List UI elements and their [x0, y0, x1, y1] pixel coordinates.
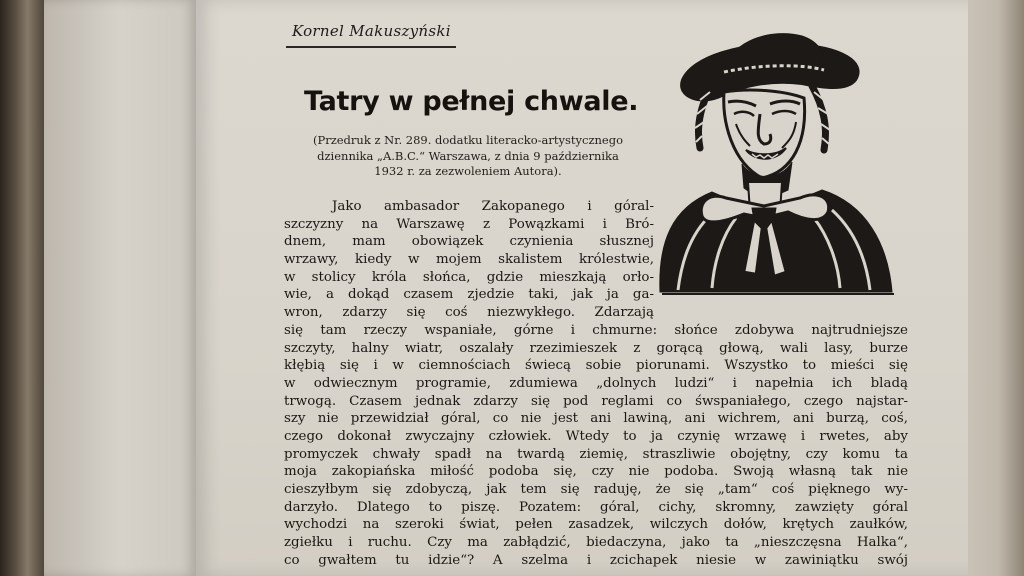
body-line: w stolicy króla słońca, gdzie mieszkają orło- [284, 269, 654, 285]
author-name: Kornel Makuszyński [292, 22, 451, 40]
body-line: promyczek chwały spadł na twardą ziemię, straszliwie obojętny, czy komu ta [284, 446, 908, 462]
author-header [286, 18, 456, 48]
reprint-note [283, 133, 653, 180]
highlander-portrait-icon [652, 22, 904, 298]
body-line: szczyty, halny wiatr, oszalały rzezimieszek z gorącą głową, wali lasy, burze [284, 340, 908, 356]
body-line: wrzawy, kiedy w mojem skalistem królestwie, [284, 252, 654, 268]
body-line: czego dokonał zwyczajny człowiek. Wtedy to ja czynię wrzawę i rwetes, aby [284, 428, 908, 444]
body-line: wychodzi na szeroki świat, pełen zasadzek, wilczych dołów, krętych zaułków, [284, 517, 908, 533]
body-line: kłębią się i w ciemnościach świecą sobie piorunami. Wszystko to mieści się [284, 358, 908, 374]
reprint-note-line: dziennika „A.B.C.“ Warszawa, z dnia 9 października [317, 148, 619, 163]
body-line: darzyło. Dlatego to piszę. Pozatem: góral, cichy, skromny, zawzięty góral [284, 499, 908, 515]
body-line: Jako ambasador Zakopanego i góral- [332, 199, 654, 214]
reprint-note-line: (Przedruk z Nr. 289. dodatku literacko-artystycznego [312, 133, 624, 147]
body-line: moja zakopiańska miłość podoba się, czy nie podoba. Swoją własną tak nie [284, 464, 908, 480]
body-line: dnem, mam obowiązek czynienia słusznej [284, 234, 654, 250]
body-line: co gwałtem tu idzie“? A szelma i zcichapek niesie w zawiniątku swój [284, 552, 908, 568]
body-line: trwogą. Czasem jednak zdarzy się pod reglami co śwspaniałego, czego najstar- [284, 393, 908, 409]
body-line: cieszyłbym się zdobyczą, jak tem się raduję, że się „tam“ coś pięknego wy- [284, 482, 908, 497]
article-title: Tatry w pełnej chwale. [304, 86, 639, 117]
body-line: się tam rzeczy wspaniałe, górne i chmurne: słońce zdobywa najtrudniejsze [284, 322, 908, 338]
book-binding [0, 0, 46, 576]
body-line: zgiełku i ruchu. Czy ma zabłądzić, biedaczyna, jako ta „nieszczęsna Halka“, [284, 535, 908, 551]
right-page-edge [968, 0, 1024, 576]
body-line: szczyzny na Warszawę z Powązkami i Bró- [284, 216, 654, 232]
left-page-edge [44, 0, 196, 576]
body-line: wron, zdarzy się coś niezwykłego. Zdarzają [284, 305, 654, 321]
reprint-note-line: 1932 r. za zezwoleniem Autora). [374, 164, 562, 178]
body-line: w odwiecznym programie, zdumiewa „dolnych ludzi“ i napełnia ich bladą [284, 375, 908, 391]
body-line: szy nie przewidział góral, co nie jest ani lawiną, ani wichrem, ani burzą, coś, [284, 411, 908, 427]
body-line: wie, a dokąd czasem zjedzie taki, jak ja ga- [284, 287, 654, 303]
